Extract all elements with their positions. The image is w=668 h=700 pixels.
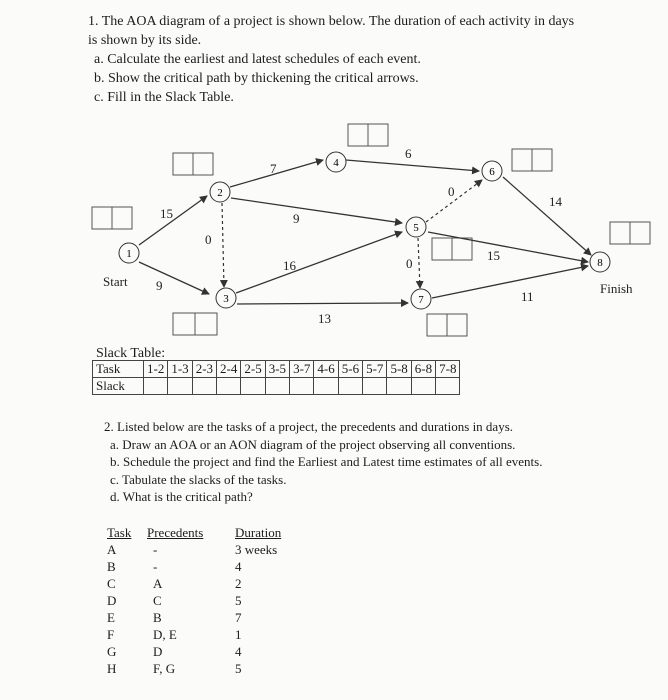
slack-value-header: Slack — [93, 378, 144, 395]
node-6 — [482, 161, 502, 181]
node-5 — [406, 217, 426, 237]
q2-part-d: d. What is the critical path? — [110, 489, 253, 504]
task-cell: D — [107, 593, 117, 608]
slack-task-cell: 7-8 — [436, 361, 460, 378]
finish-label: Finish — [600, 281, 633, 296]
duration-cell: 4 — [235, 559, 242, 574]
precedent-cell: D, E — [153, 627, 177, 642]
slack-task-cell: 1-3 — [168, 361, 192, 378]
duration-3-7: 13 — [318, 311, 331, 326]
duration-3-5: 16 — [283, 258, 296, 273]
slack-task-header: Task — [93, 361, 144, 378]
svg-text:4: 4 — [333, 157, 339, 169]
arrow-2-4 — [230, 160, 323, 187]
slack-value-cell — [265, 378, 289, 395]
duration-4-6: 6 — [405, 146, 412, 161]
task-cell: H — [107, 661, 117, 676]
task-cell: B — [107, 559, 116, 574]
duration-7-8: 11 — [521, 289, 534, 304]
slack-task-cell: 5-8 — [387, 361, 411, 378]
arrow-6-8 — [503, 177, 591, 255]
duration-cell: 4 — [235, 644, 242, 659]
precedent-cell: C — [153, 593, 162, 608]
precedent-cell: - — [153, 542, 158, 557]
slack-value-cell — [290, 378, 314, 395]
task-table — [107, 524, 307, 674]
arrow-3-7 — [237, 303, 408, 304]
node-3 — [216, 288, 236, 308]
node-2 — [210, 182, 230, 202]
svg-text:3: 3 — [223, 293, 229, 305]
precedent-cell: F, G — [153, 661, 176, 676]
slack-value-cell — [217, 378, 241, 395]
q2-part-a: a. Draw an AOA or an AON diagram of the project observing all conventions. — [110, 436, 516, 452]
start-label: Start — [103, 274, 128, 289]
slack-task-cell: 2-4 — [217, 361, 241, 378]
schedule-boxes — [92, 124, 650, 336]
schedule-box-node-1 — [92, 207, 132, 229]
slack-value-cell — [144, 378, 168, 395]
arrow-2-5 — [231, 198, 402, 223]
schedule-box-node-6 — [512, 149, 552, 171]
duration-5-8: 15 — [487, 248, 500, 263]
slack-value-cell — [411, 378, 435, 395]
schedule-box-node-5 — [432, 238, 472, 260]
q2-part-c: c. Tabulate the slacks of the tasks. — [110, 471, 287, 487]
arrow-3-5 — [236, 232, 402, 293]
schedule-box-node-3 — [173, 313, 217, 335]
duration-cell: 2 — [235, 576, 242, 591]
slack-task-cell: 6-8 — [411, 361, 435, 378]
duration-cell: 3 weeks — [235, 542, 278, 557]
slack-value-cell — [241, 378, 265, 395]
arrow-1-2 — [139, 196, 207, 245]
svg-text:7: 7 — [418, 294, 424, 306]
slack-value-cell — [192, 378, 216, 395]
q1-part-c: c. Fill in the Slack Table. — [94, 90, 234, 105]
task-cell: F — [107, 627, 115, 642]
slack-task-cell: 3-5 — [265, 361, 289, 378]
q1-line2: is shown by its side. — [88, 33, 202, 48]
arrow-7-8 — [432, 266, 588, 298]
slack-value-cell — [168, 378, 192, 395]
svg-text:5: 5 — [413, 222, 419, 234]
slack-table-title: Slack Table: — [96, 346, 166, 361]
dummy-arrow-5-7 — [418, 238, 420, 288]
duration-2-4: 7 — [270, 161, 277, 176]
slack-value-cell — [338, 378, 362, 395]
aoa-diagram — [0, 0, 668, 345]
slack-task-row — [93, 361, 460, 378]
duration-1-3: 9 — [156, 278, 163, 293]
duration-5-6: 0 — [448, 184, 455, 199]
slack-task-cell: 4-6 — [314, 361, 338, 378]
svg-text:2: 2 — [217, 187, 223, 199]
q1-line1: 1. The AOA diagram of a project is shown below. The duration of each activity in days — [88, 14, 575, 29]
slack-task-cell: 3-7 — [290, 361, 314, 378]
schedule-box-node-7 — [427, 314, 467, 336]
node-4 — [326, 152, 346, 172]
duration-2-3: 0 — [205, 232, 212, 247]
duration-2-5: 9 — [293, 211, 300, 226]
slack-task-cell: 2-3 — [192, 361, 216, 378]
q1-part-b: b. Show the critical path by thickening the critical arrows. — [94, 71, 419, 86]
question-2 — [104, 418, 542, 506]
schedule-box-node-8 — [610, 222, 650, 244]
task-header: Task — [107, 525, 132, 540]
schedule-box-node-4 — [348, 124, 388, 146]
duration-6-8: 14 — [549, 194, 562, 209]
arrow-1-3 — [139, 262, 209, 294]
slack-task-cell: 5-6 — [338, 361, 362, 378]
svg-text:6: 6 — [489, 166, 495, 178]
precedent-cell: A — [153, 576, 163, 591]
node-7 — [411, 289, 431, 309]
slack-value-cell — [314, 378, 338, 395]
schedule-box-node-2 — [173, 153, 213, 175]
slack-task-cell: 5-7 — [363, 361, 387, 378]
q2-part-b: b. Schedule the project and find the Earliest and Latest time estimates of all events. — [110, 454, 543, 469]
duration-5-7: 0 — [406, 256, 413, 271]
slack-value-cell — [436, 378, 460, 395]
duration-header: Duration — [235, 525, 282, 540]
svg-text:8: 8 — [597, 257, 603, 269]
arrow-4-6 — [346, 160, 479, 171]
slack-value-row — [93, 378, 460, 395]
task-cell: C — [107, 576, 116, 591]
slack-table — [92, 360, 460, 395]
task-cell: G — [107, 644, 117, 659]
precedents-header: Precedents — [147, 525, 204, 540]
precedent-cell: - — [153, 559, 158, 574]
slack-task-cell: 2-5 — [241, 361, 265, 378]
slack-value-cell — [387, 378, 411, 395]
q1-part-a: a. Calculate the earliest and latest schedules of each event. — [94, 52, 421, 67]
task-cell: E — [107, 610, 115, 625]
slack-task-cell: 1-2 — [144, 361, 168, 378]
node-1 — [119, 243, 139, 263]
task-cell: A — [107, 542, 117, 557]
duration-cell: 5 — [235, 661, 242, 676]
q2-line1: 2. Listed below are the tasks of a project, the precedents and durations in days. — [104, 419, 514, 434]
duration-cell: 7 — [235, 610, 242, 625]
svg-text:1: 1 — [126, 248, 132, 260]
duration-cell: 1 — [235, 627, 242, 642]
node-8 — [590, 252, 610, 272]
dummy-arrow-2-3 — [222, 203, 224, 287]
precedent-cell: B — [153, 610, 162, 625]
duration-cell: 5 — [235, 593, 242, 608]
precedent-cell: D — [153, 644, 163, 659]
duration-1-2: 15 — [160, 206, 173, 221]
slack-value-cell — [363, 378, 387, 395]
